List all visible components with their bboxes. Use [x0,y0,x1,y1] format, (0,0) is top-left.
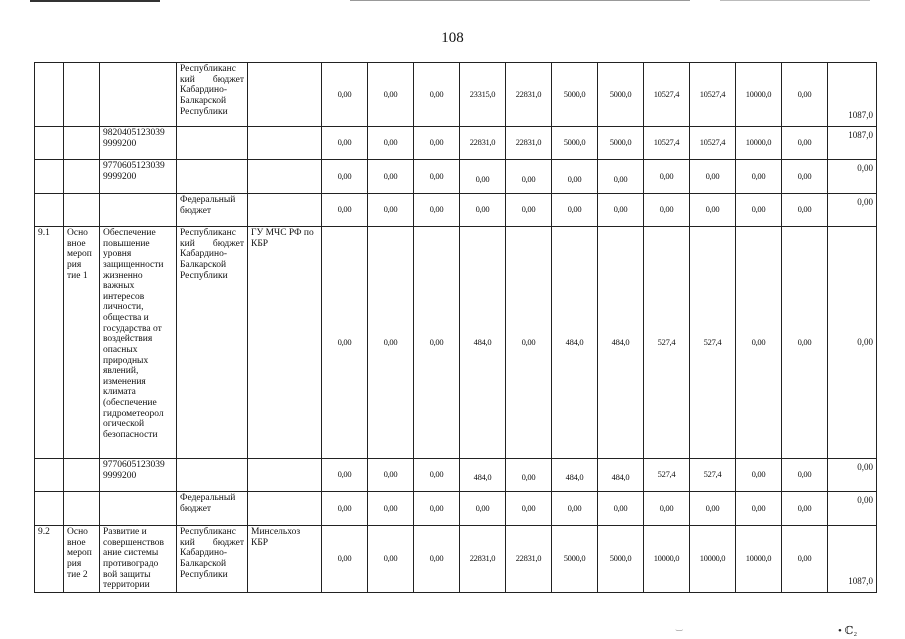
value-cell: 22831,0 [506,127,552,160]
value-cell: 0,00 [322,459,368,492]
row-number-cell [35,127,64,160]
total-cell: 0,00 [828,227,877,459]
total-cell: 1087,0 [828,127,877,160]
header-rule [720,0,870,1]
table-row [35,492,877,526]
total-cell: 0,00 [828,194,877,227]
value-cell: 0,00 [782,160,828,194]
value-cell: 0,00 [552,492,598,526]
value-cell: 0,00 [322,227,368,459]
table-row [35,160,877,194]
value-cell: 527,4 [644,459,690,492]
value-cell: 0,00 [782,63,828,127]
value-cell: 10527,4 [690,63,736,127]
value-cell: 0,00 [552,160,598,194]
budget-source-cell [177,459,248,492]
value-cell: 0,00 [368,227,414,459]
value-cell: 23315,0 [460,63,506,127]
value-cell: 10527,4 [644,63,690,127]
row-number-cell [35,63,64,127]
description-cell: Развитие и совершенствов ание системы противоградо вой защиты территории [100,526,177,593]
budget-source-cell: Республиканс кий бюджет Кабардино-Балкарской Республики [177,63,248,127]
value-cell: 0,00 [368,127,414,160]
value-cell: 0,00 [736,160,782,194]
value-cell: 5000,0 [598,127,644,160]
value-cell: 527,4 [690,459,736,492]
value-cell: 0,00 [782,194,828,227]
value-cell: 0,00 [322,160,368,194]
executor-cell [248,459,322,492]
measure-type-cell [64,63,100,127]
value-cell: 10000,0 [690,526,736,593]
value-cell: 0,00 [782,127,828,160]
value-cell: 0,00 [598,160,644,194]
value-cell: 0,00 [414,127,460,160]
value-cell: 22831,0 [460,526,506,593]
value-cell: 0,00 [736,492,782,526]
value-cell: 0,00 [506,492,552,526]
value-cell: 0,00 [782,492,828,526]
executor-cell: Минсельхоз КБР [248,526,322,593]
value-cell: 0,00 [506,194,552,227]
row-number-cell [35,194,64,227]
value-cell: 0,00 [782,459,828,492]
value-cell: 0,00 [736,459,782,492]
description-cell [100,63,177,127]
executor-cell [248,63,322,127]
table-row [35,526,877,593]
scan-mark: ‿ [676,622,683,631]
value-cell: 0,00 [322,194,368,227]
value-cell: 0,00 [598,194,644,227]
header-rule [350,0,690,1]
description-cell: 9820405123039 9999200 [100,127,177,160]
value-cell: 0,00 [368,194,414,227]
measure-type-cell [64,160,100,194]
total-cell: 1087,0 [828,526,877,593]
row-number-cell: 9.2 [35,526,64,593]
value-cell: 527,4 [690,227,736,459]
budget-source-cell: Федеральный бюджет [177,492,248,526]
value-cell: 0,00 [322,63,368,127]
table-row [35,227,877,459]
value-cell: 0,00 [644,160,690,194]
value-cell: 0,00 [322,526,368,593]
row-number-cell: 9.1 [35,227,64,459]
measure-type-cell [64,127,100,160]
executor-cell [248,194,322,227]
footer-marks: • ℂ₂ [838,625,858,637]
row-number-cell [35,492,64,526]
value-cell: 484,0 [598,459,644,492]
budget-source-cell: Республиканс кий бюджет Кабардино-Балкарской Республики [177,227,248,459]
executor-cell [248,160,322,194]
executor-cell [248,127,322,160]
value-cell: 10000,0 [736,63,782,127]
value-cell: 5000,0 [598,526,644,593]
value-cell: 10000,0 [736,526,782,593]
value-cell: 0,00 [460,194,506,227]
value-cell: 22831,0 [460,127,506,160]
value-cell: 484,0 [460,227,506,459]
value-cell: 0,00 [414,63,460,127]
table-row [35,127,877,160]
value-cell: 0,00 [460,492,506,526]
value-cell: 22831,0 [506,63,552,127]
page-number: 108 [441,30,464,46]
value-cell: 0,00 [368,492,414,526]
value-cell: 10000,0 [736,127,782,160]
budget-source-cell [177,127,248,160]
table-row [35,63,877,127]
value-cell: 0,00 [690,160,736,194]
value-cell: 0,00 [414,227,460,459]
value-cell: 0,00 [552,194,598,227]
value-cell: 22831,0 [506,526,552,593]
value-cell: 0,00 [736,194,782,227]
value-cell: 484,0 [552,459,598,492]
header-rule [30,0,160,2]
value-cell: 0,00 [506,459,552,492]
value-cell: 0,00 [782,526,828,593]
value-cell: 0,00 [414,160,460,194]
value-cell: 5000,0 [552,63,598,127]
total-cell: 0,00 [828,492,877,526]
value-cell: 5000,0 [598,63,644,127]
value-cell: 0,00 [368,459,414,492]
total-cell: 0,00 [828,160,877,194]
value-cell: 10527,4 [690,127,736,160]
value-cell: 0,00 [322,127,368,160]
budget-source-cell: Республиканс кий бюджет Кабардино-Балкарской Республики [177,526,248,593]
executor-cell: ГУ МЧС РФ по КБР [248,227,322,459]
value-cell: 527,4 [644,227,690,459]
value-cell: 5000,0 [552,526,598,593]
description-cell [100,194,177,227]
value-cell: 0,00 [506,227,552,459]
value-cell: 484,0 [552,227,598,459]
value-cell: 10000,0 [644,526,690,593]
table-row [35,194,877,227]
row-number-cell [35,160,64,194]
description-cell [100,492,177,526]
row-number-cell [35,459,64,492]
value-cell: 10527,4 [644,127,690,160]
budget-table [34,62,877,593]
value-cell: 0,00 [644,194,690,227]
description-cell: Обеспечение повышение уровня защищенности жизненно важных интересов личности, общества и государства от воздействия опасных природных явлений, изменения климата (обеспечение гидрометеорол огической безопасности [100,227,177,459]
budget-source-cell: Федеральный бюджет [177,194,248,227]
value-cell: 0,00 [322,492,368,526]
measure-type-cell [64,194,100,227]
measure-type-cell [64,459,100,492]
measure-type-cell [64,492,100,526]
value-cell: 0,00 [368,63,414,127]
value-cell: 5000,0 [552,127,598,160]
executor-cell [248,492,322,526]
table-row [35,459,877,492]
value-cell: 484,0 [460,459,506,492]
value-cell: 0,00 [690,194,736,227]
measure-type-cell: Осно вное мероп рия тие 1 [64,227,100,459]
value-cell: 0,00 [506,160,552,194]
value-cell: 0,00 [414,194,460,227]
description-cell: 9770605123039 9999200 [100,160,177,194]
value-cell: 0,00 [414,492,460,526]
value-cell: 0,00 [414,526,460,593]
value-cell: 0,00 [782,227,828,459]
value-cell: 0,00 [414,459,460,492]
value-cell: 0,00 [368,526,414,593]
value-cell: 0,00 [368,160,414,194]
total-cell: 1087,0 [828,63,877,127]
value-cell: 484,0 [598,227,644,459]
total-cell: 0,00 [828,459,877,492]
measure-type-cell: Осно вное мероп рия тие 2 [64,526,100,593]
value-cell: 0,00 [644,492,690,526]
value-cell: 0,00 [690,492,736,526]
value-cell: 0,00 [460,160,506,194]
value-cell: 0,00 [598,492,644,526]
description-cell: 9770605123039 9999200 [100,459,177,492]
budget-source-cell [177,160,248,194]
value-cell: 0,00 [736,227,782,459]
